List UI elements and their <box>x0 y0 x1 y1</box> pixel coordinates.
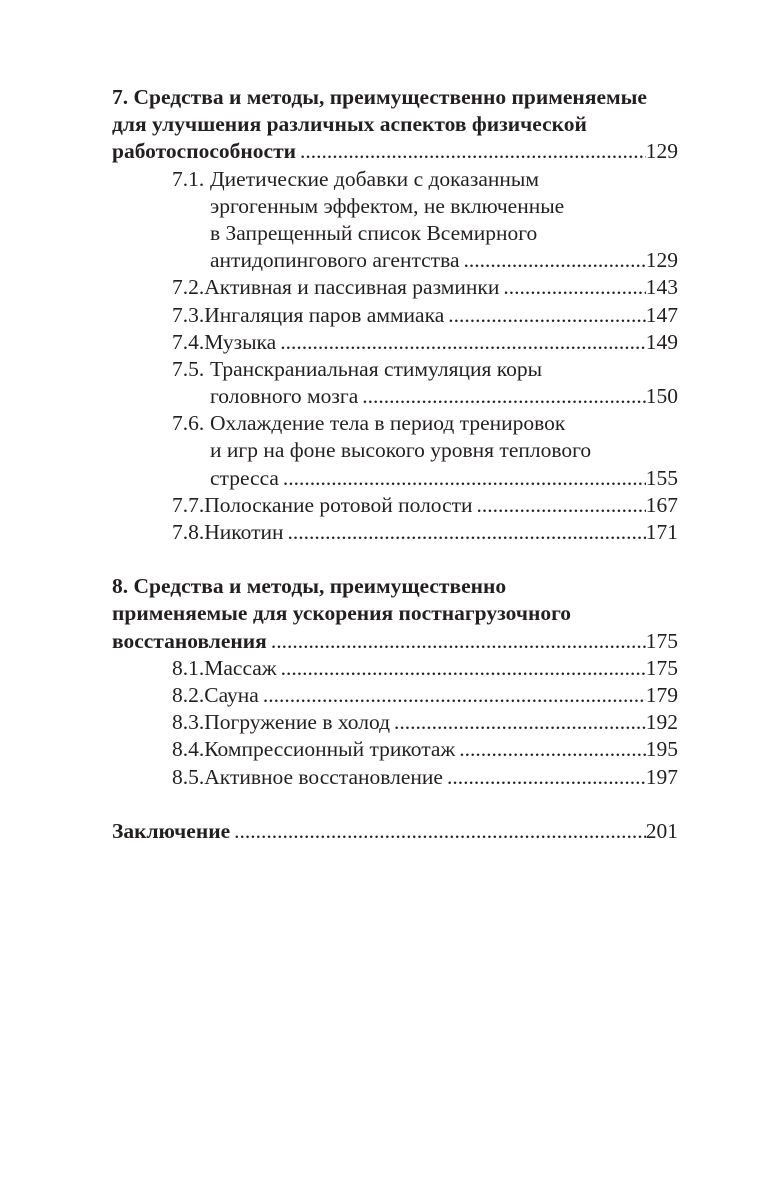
toc-item-entry[interactable]: стресса ..... 155 <box>112 465 678 492</box>
page-number: 149 <box>645 329 678 354</box>
toc-item-entry[interactable]: 8.2. Сауна ..... 179 <box>112 682 678 709</box>
toc-item-line: 7.6. Охлаждение тела в период тренировок <box>112 410 678 437</box>
toc-item-entry[interactable]: антидопингового агентства ..... 129 <box>112 247 678 274</box>
dot-leader <box>267 628 646 655</box>
toc-section-8 <box>112 573 678 791</box>
page-number: 129 <box>645 248 678 273</box>
toc-item-entry[interactable]: 7.2. Активная и пассивная разминки ..... 143 <box>112 274 678 301</box>
dot-leader <box>276 329 646 356</box>
page-number: 129 <box>645 139 678 164</box>
item-number: 7.4. <box>172 329 205 354</box>
dot-leader <box>259 682 646 709</box>
item-number: 7.3. <box>172 302 205 327</box>
dot-leader <box>279 465 646 492</box>
section-heading-entry[interactable] <box>112 138 678 165</box>
toc-item-entry[interactable]: 8.3. Погружение в холод ..... 192 <box>112 709 678 736</box>
page-number: 195 <box>645 737 678 762</box>
conclusion-title: Заключение <box>112 818 231 843</box>
toc-item-entry[interactable]: 8.4. Компрессионный трикотаж ..... 195 <box>112 736 678 763</box>
toc-item-entry[interactable]: 7.7. Полоскание ротовой полости ..... 167 <box>112 492 678 519</box>
item-number: 8.3. <box>172 710 205 735</box>
item-number: 7.5. <box>172 356 205 381</box>
item-number: 7.8. <box>172 520 205 544</box>
toc-section-7 <box>112 84 678 546</box>
item-number: 7.2. <box>172 275 205 300</box>
toc-item-entry[interactable]: 8.5. Активное восстановление ..... 197 <box>112 764 678 791</box>
toc-item-line: 7.1. Диетические добавки с доказанным <box>112 166 678 193</box>
page-number: 192 <box>645 710 678 735</box>
page-number: 155 <box>645 465 678 490</box>
section-heading-entry[interactable] <box>112 628 678 655</box>
toc-item-entry[interactable]: 7.3. Ингаляция паров аммиака ..... 147 <box>112 302 678 329</box>
toc-item-entry[interactable]: головного мозга ..... 150 <box>112 383 678 410</box>
dot-leader <box>473 492 646 519</box>
toc-item-line: эргогенным эффектом, не включенные <box>210 193 565 218</box>
section-heading-line: 7. Средства и методы, преимущественно применяемые <box>112 85 647 109</box>
toc-item-entry[interactable]: 7.4. Музыка ..... 149 <box>112 329 678 356</box>
page-number: 143 <box>645 275 678 300</box>
section-heading-title: работоспособности <box>112 139 297 164</box>
page-number: 197 <box>645 764 678 789</box>
dot-leader <box>443 764 646 791</box>
item-number: 7.1. <box>172 166 205 191</box>
section-heading-title: восстановления <box>112 628 267 653</box>
item-number: 7.6. <box>172 411 205 436</box>
page-number: 167 <box>645 492 678 517</box>
dot-leader <box>390 709 646 736</box>
item-number: 8.4. <box>172 737 205 762</box>
section-heading-line: 8. Средства и методы, преимущественно <box>112 574 507 599</box>
page-number: 175 <box>645 628 678 653</box>
section-spacer <box>112 791 678 818</box>
page-number: 201 <box>645 818 678 843</box>
toc-item-line: в Запрещенный список Всемирного <box>210 220 538 245</box>
dot-leader <box>358 383 645 410</box>
item-number: 8.1. <box>172 655 205 680</box>
dot-leader <box>499 274 645 301</box>
dot-leader <box>284 519 646 546</box>
section-heading-line: применяемые для ускорения постнагрузочного <box>112 601 572 626</box>
toc-item-line: и игр на фоне высокого уровня теплового <box>210 438 592 463</box>
dot-leader <box>230 818 646 845</box>
section-spacer <box>112 546 678 573</box>
item-number: 8.2. <box>172 682 205 707</box>
toc-item-entry[interactable]: 7.8. Никотин ..... 171 <box>112 519 678 546</box>
page-number: 175 <box>645 655 678 680</box>
dot-leader <box>277 655 646 682</box>
dot-leader <box>444 302 645 329</box>
dot-leader <box>455 736 645 763</box>
toc-conclusion-entry[interactable] <box>112 818 678 845</box>
item-number: 7.7. <box>172 492 205 517</box>
page-number: 171 <box>645 520 678 544</box>
dot-leader <box>460 247 646 274</box>
toc-item-line: 7.5. Транскраниальная стимуляция коры <box>112 356 678 383</box>
page-number: 179 <box>645 682 678 707</box>
page-number: 150 <box>645 384 678 409</box>
page-number: 147 <box>645 302 678 327</box>
dot-leader <box>296 138 646 165</box>
section-heading-line: для улучшения различных аспектов физической <box>112 112 587 137</box>
item-number: 8.5. <box>172 764 205 789</box>
toc-item-entry[interactable]: 8.1. Массаж ..... 175 <box>112 655 678 682</box>
table-of-contents <box>112 84 678 845</box>
